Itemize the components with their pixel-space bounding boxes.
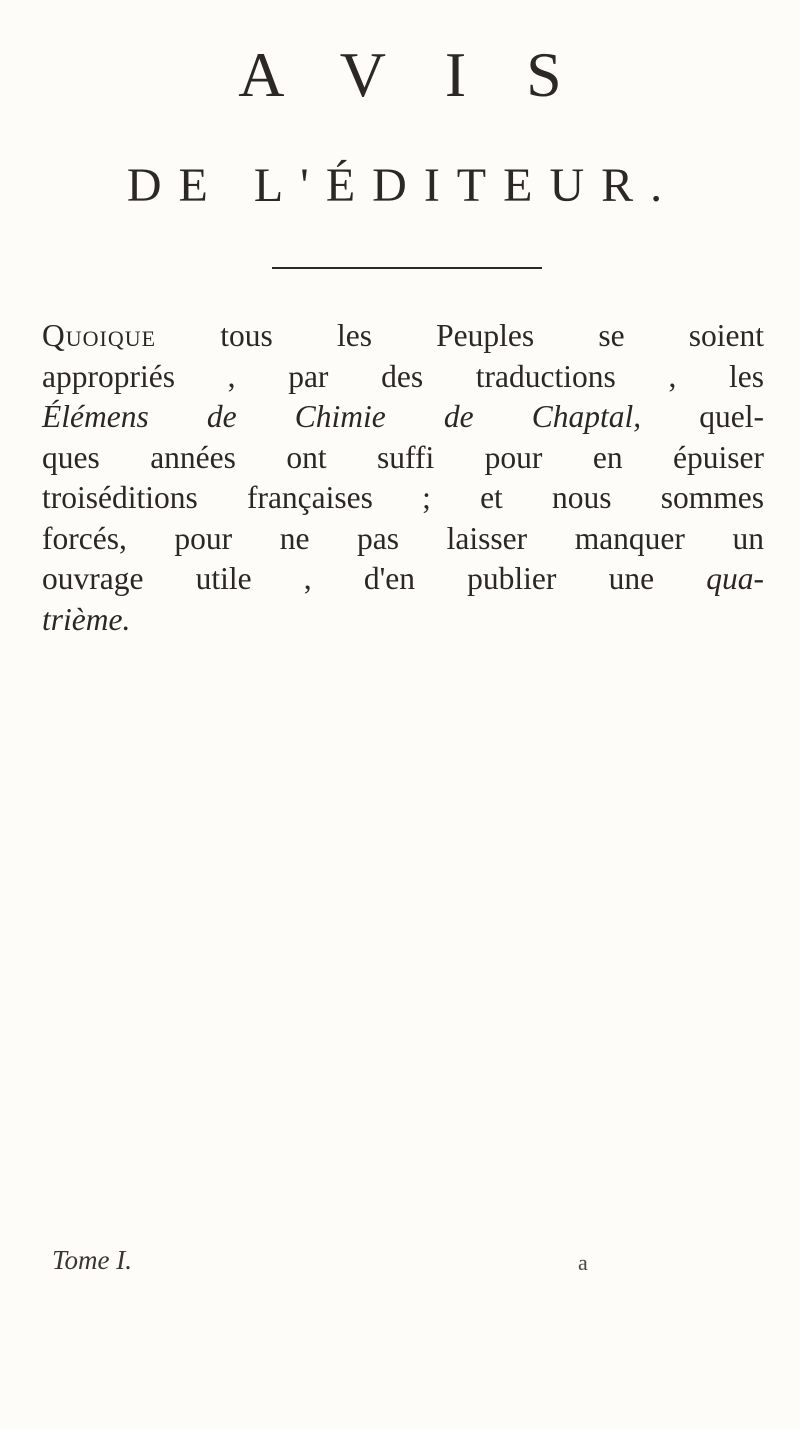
line-3-text: quel-	[641, 399, 764, 434]
paragraph-line-6: forcés, pour ne pas laisser manquer un	[42, 520, 764, 556]
volume-label: Tome I.	[52, 1245, 133, 1275]
heading-de-l-editeur: DE L'ÉDITEUR.	[126, 159, 680, 212]
opening-word: Quoique	[42, 318, 157, 353]
avis-paragraph	[42, 316, 764, 640]
line-7-italic: qua-	[706, 561, 764, 596]
paragraph-line-5: troiséditions françaises ; et nous sommes	[42, 480, 764, 515]
line-1-text: tous les Peuples se soient	[156, 318, 764, 353]
divider-rule	[272, 267, 542, 269]
paragraph-line-3	[42, 397, 764, 438]
book-title-italic: Élémens de Chimie de Chaptal,	[42, 399, 642, 434]
heading-avis: A V I S	[238, 39, 584, 110]
paragraph-line-7	[42, 559, 764, 600]
paragraph-line-8: trième.	[42, 601, 131, 637]
paragraph-line-1	[42, 316, 764, 357]
paragraph-line-4: ques années ont suffi pour en épuiser	[42, 439, 764, 475]
line-7-text: ouvrage utile , d'en publier une	[42, 561, 707, 596]
signature-mark: a	[578, 1250, 588, 1275]
paragraph-line-2: appropriés , par des traductions , les	[42, 358, 764, 394]
